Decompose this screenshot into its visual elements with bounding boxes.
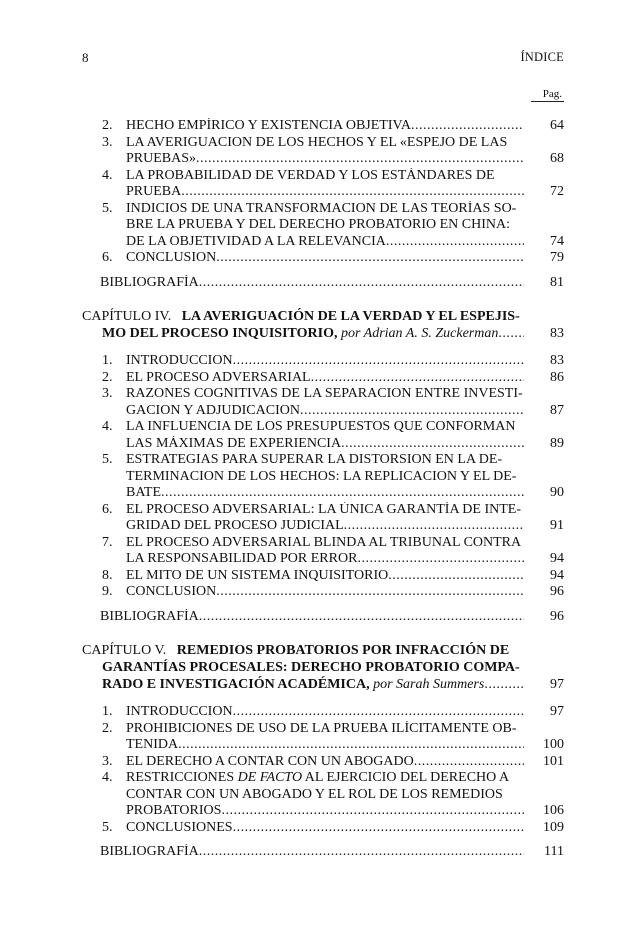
- entry-title: PROBATORIOS: [126, 803, 222, 818]
- entry-title: RESTRICCIONES: [126, 770, 238, 785]
- bibliography-label: BIBLIOGRAFÍA: [100, 844, 199, 859]
- entry-number: 7.: [102, 534, 113, 550]
- chapter-title: GARANTÍAS PROCESALES: DERECHO PROBATORIO COMPA-: [102, 660, 520, 675]
- entry-page: 79: [550, 250, 564, 265]
- entry-number: 1.: [102, 353, 113, 368]
- toc-entry[interactable]: [100, 584, 564, 601]
- entry-title: BATE: [126, 485, 161, 500]
- toc-entry[interactable]: [100, 250, 564, 267]
- entry-title: AL EJERCICIO DEL DERECHO A: [302, 770, 510, 785]
- chapter-title: MO DEL PROCESO INQUISITORIO,: [102, 326, 338, 341]
- toc-entry[interactable]: [100, 370, 564, 387]
- toc-entry[interactable]: [100, 386, 564, 419]
- entry-title: PROHIBICIONES DE USO DE LA PRUEBA ILÍCITAMENTE OB-: [126, 720, 517, 736]
- toc-entry[interactable]: [100, 201, 564, 251]
- entry-title: BRE LA PRUEBA Y DEL DERECHO PROBATORIO EN CHINA:: [126, 217, 510, 232]
- entry-number: 2.: [102, 118, 113, 133]
- toc-entry[interactable]: [100, 770, 564, 820]
- chapter-author: por Adrian A. S. Zuckerman: [340, 326, 499, 341]
- entry-page: 100: [543, 737, 564, 752]
- entry-page: 111: [544, 844, 564, 859]
- bibliography-entry[interactable]: [100, 844, 564, 861]
- entry-title-italic: DE FACTO: [237, 770, 303, 785]
- toc-entry[interactable]: [100, 820, 564, 837]
- bibliography-entry[interactable]: [100, 609, 564, 626]
- entry-page: 89: [550, 435, 564, 451]
- entry-number: 6.: [102, 501, 113, 517]
- toc-entry[interactable]: [100, 452, 564, 502]
- entry-title: RAZONES COGNITIVAS DE LA SEPARACION ENTRE INVESTI-: [126, 386, 523, 401]
- entry-title: LA RESPONSABILIDAD POR ERROR: [126, 551, 358, 566]
- entry-page: 68: [550, 151, 564, 166]
- toc-entry[interactable]: [100, 704, 564, 721]
- entry-title: EL PROCESO ADVERSARIAL BLINDA AL TRIBUNAL CONTRA: [126, 534, 522, 550]
- toc-entry[interactable]: [100, 419, 564, 452]
- entry-title: GACION Y ADJUDICACION: [126, 402, 300, 418]
- entry-page: 83: [550, 353, 564, 368]
- entry-title: CONCLUSIONES: [126, 819, 233, 835]
- entry-title: CONCLUSION: [126, 584, 217, 599]
- entry-title: LA INFLUENCIA DE LOS PRESUPUESTOS QUE CONFORMAN: [126, 419, 516, 434]
- entry-page: 97: [550, 704, 564, 719]
- toc-entry[interactable]: [100, 353, 564, 370]
- entry-title: EL PROCESO ADVERSARIAL: LA ÚNICA GARANTÍA DE INTE-: [126, 501, 521, 517]
- entry-title: HECHO EMPÍRICO Y EXISTENCIA OBJETIVA: [126, 118, 411, 133]
- entry-title: LA AVERIGUACION DE LOS HECHOS Y EL «ESPEJO DE LAS: [126, 134, 508, 150]
- chapter-iv-heading[interactable]: [82, 308, 564, 342]
- entry-page: 96: [550, 584, 564, 599]
- entry-title: PRUEBA: [126, 184, 182, 199]
- entry-title: CONCLUSION: [126, 250, 217, 265]
- entry-number: 4.: [102, 770, 113, 785]
- entry-page: 86: [550, 369, 564, 385]
- entry-title: DE LA OBJETIVIDAD A LA RELEVANCIA: [126, 233, 386, 249]
- chapter-title: RADO E INVESTIGACIÓN ACADÉMICA,: [102, 677, 370, 692]
- entry-number: 8.: [102, 567, 113, 583]
- entry-number: 5.: [102, 452, 113, 467]
- entry-number: 4.: [102, 167, 113, 183]
- entry-title: INDICIOS DE UNA TRANSFORMACION DE LAS TEORÍAS SO-: [126, 200, 517, 216]
- entry-page: 72: [550, 184, 564, 199]
- entry-title: GRIDAD DEL PROCESO JUDICIAL: [126, 518, 344, 533]
- entry-title: EL DERECHO A CONTAR CON UN ABOGADO: [126, 753, 414, 769]
- entry-page: 81: [550, 274, 564, 290]
- chapter-title: REMEDIOS PROBATORIOS POR INFRACCIÓN DE: [176, 643, 510, 658]
- toc-entry[interactable]: [100, 568, 564, 585]
- pag-column-label: Pag.: [531, 88, 564, 102]
- entry-number: 2.: [102, 369, 113, 385]
- entry-title: PRUEBAS»: [126, 151, 197, 166]
- entry-number: 5.: [102, 200, 113, 216]
- toc-entry[interactable]: [100, 502, 564, 535]
- entry-title: TENIDA: [126, 737, 179, 752]
- entry-title: TERMINACION DE LOS HECHOS: LA REPLICACION Y EL DE-: [126, 468, 517, 484]
- toc-entry[interactable]: [100, 135, 564, 168]
- entry-number: 1.: [102, 704, 113, 719]
- entry-number: 6.: [102, 250, 113, 265]
- entry-title: EL MITO DE UN SISTEMA INQUISITORIO: [126, 567, 389, 583]
- page-number: 8: [82, 50, 89, 65]
- toc-section-continued: [100, 118, 564, 291]
- toc-entry[interactable]: [100, 535, 564, 568]
- entry-page: 91: [550, 518, 564, 533]
- entry-title: INTRODUCCION: [126, 704, 233, 719]
- entry-number: 3.: [102, 386, 113, 401]
- toc-entry[interactable]: [100, 168, 564, 201]
- entry-page: 74: [550, 233, 564, 249]
- chapter-v-heading[interactable]: [82, 642, 564, 693]
- running-head: ÍNDICE: [520, 50, 564, 64]
- entry-page: 101: [543, 753, 564, 769]
- entry-number: 3.: [102, 753, 113, 769]
- chapter-label: CAPÍTULO V.: [82, 643, 167, 658]
- entry-page: 94: [550, 567, 564, 583]
- chapter-page: 97: [550, 677, 564, 692]
- entry-title: EL PROCESO ADVERSARIAL: [126, 369, 311, 385]
- entry-page: 64: [550, 118, 564, 133]
- chapter-author: por Sarah Summers: [373, 677, 485, 692]
- toc-chapter-iv: [100, 353, 564, 625]
- chapter-page: 83: [550, 326, 564, 341]
- entry-title: LAS MÁXIMAS DE EXPERIENCIA: [126, 435, 342, 451]
- chapter-title: LA AVERIGUACIÓN DE LA VERDAD Y EL ESPEJIS-: [181, 309, 520, 324]
- toc-entry[interactable]: [100, 754, 564, 771]
- chapter-label: CAPÍTULO IV.: [82, 309, 172, 324]
- toc-entry[interactable]: [100, 118, 564, 135]
- bibliography-entry[interactable]: [100, 275, 564, 292]
- entry-title: LA PROBABILIDAD DE VERDAD Y LOS ESTÁNDARES DE: [126, 167, 495, 183]
- entry-page: 109: [543, 819, 564, 835]
- bibliography-label: BIBLIOGRAFÍA: [100, 274, 199, 290]
- entry-page: 96: [550, 608, 564, 624]
- entry-page: 87: [550, 402, 564, 418]
- entry-number: 9.: [102, 584, 113, 599]
- entry-page: 106: [543, 803, 564, 818]
- entry-title: CONTAR CON UN ABOGADO Y EL ROL DE LOS REMEDIOS: [126, 786, 503, 802]
- entry-number: 2.: [102, 720, 113, 736]
- toc-chapter-v: [100, 704, 564, 861]
- entry-page: 94: [550, 551, 564, 566]
- entry-number: 4.: [102, 419, 113, 434]
- entry-title: ESTRATEGIAS PARA SUPERAR LA DISTORSION EN LA DE-: [126, 452, 503, 467]
- entry-page: 90: [550, 485, 564, 500]
- toc-entry[interactable]: [100, 721, 564, 754]
- entry-title: INTRODUCCION: [126, 353, 233, 368]
- bibliography-label: BIBLIOGRAFÍA: [100, 608, 199, 624]
- entry-number: 5.: [102, 819, 113, 835]
- entry-number: 3.: [102, 134, 113, 150]
